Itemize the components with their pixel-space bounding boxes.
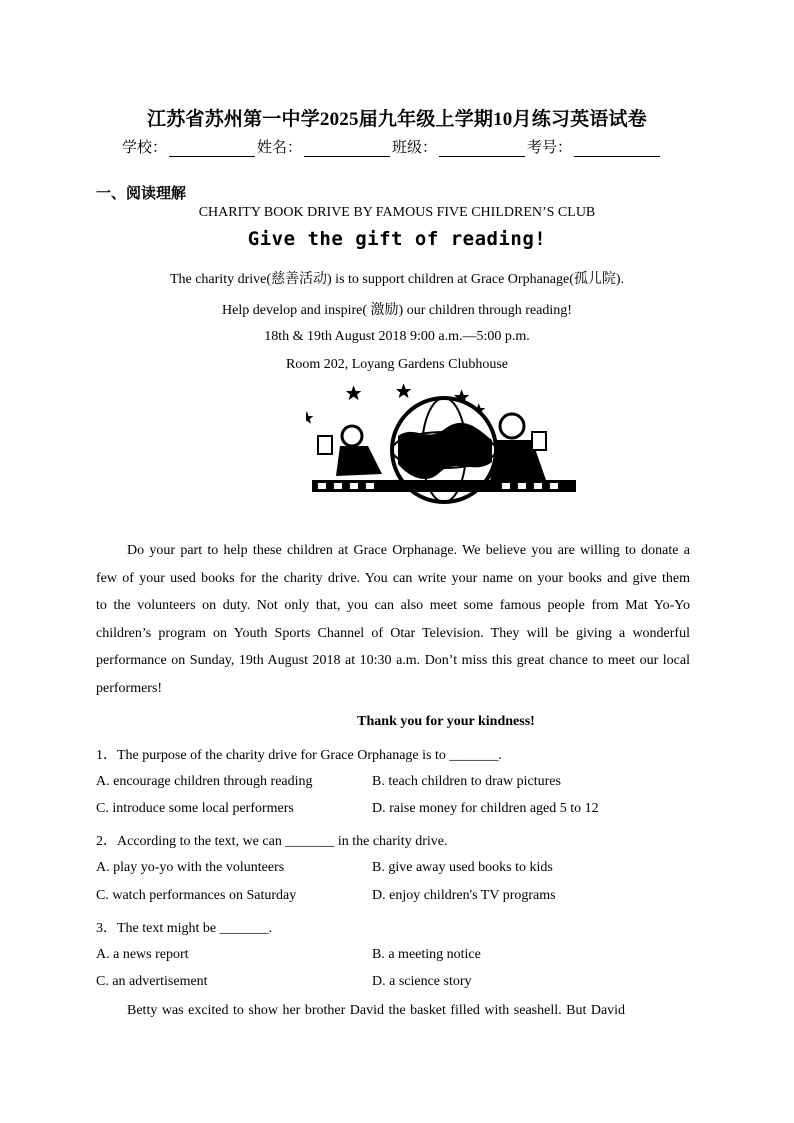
question-2-option-c[interactable]: C. watch performances on Saturday xyxy=(96,888,297,903)
poster-line-3: 18th & 19th August 2018 9:00 a.m.—5:00 p.m. xyxy=(264,329,530,344)
question-2-option-a[interactable]: A. play yo-yo with the volunteers xyxy=(96,860,285,875)
question-2-stem: 2．According to the text, we can _______ in the charity drive. xyxy=(96,834,448,849)
question-2-option-d[interactable]: D. enjoy children's TV programs xyxy=(372,888,556,903)
children-reading-globe-illustration xyxy=(306,384,582,512)
exam-number-blank[interactable] xyxy=(574,142,660,157)
passage-closing: Thank you for your kindness! xyxy=(357,714,535,729)
poster-line-2: Help develop and inspire( 激励) our children through reading! xyxy=(222,303,572,318)
question-1-option-b[interactable]: B. teach children to draw pictures xyxy=(372,774,561,789)
exam-number-label: 考号： xyxy=(527,138,573,156)
question-1-option-c[interactable]: C. introduce some local performers xyxy=(96,801,294,816)
student-info-row xyxy=(122,136,662,157)
question-1-stem: 1．The purpose of the charity drive for Grace Orphanage is to _______. xyxy=(96,748,502,763)
name-label: 姓名： xyxy=(257,138,303,156)
passage-paragraph: Do your part to help these children at Grace Orphanage. We believe you are willing to donate a few of your used books for the charity drive. You can write your name on your books and give them to the volunteers on duty. Not only that, you can also meet some famous people from Mat Yo-Yo children’s program on Youth Sports Channel of Otar Television. They will be giving a wonderful performance on Sunday, 19th August 2018 at 10:30 a.m. Don’t miss this great chance to meet our local performers! xyxy=(96,543,690,696)
poster-slogan: Give the gift of reading! xyxy=(247,228,547,250)
school-label: 学校： xyxy=(122,138,168,156)
question-1-option-a[interactable]: A. encourage children through reading xyxy=(96,774,313,789)
exam-title: 江苏省苏州第一中学2025届九年级上学期10月练习英语试卷 xyxy=(147,109,647,130)
question-3-option-a[interactable]: A. a news report xyxy=(96,947,189,962)
question-3-option-d[interactable]: D. a science story xyxy=(372,974,472,989)
question-3-option-c[interactable]: C. an advertisement xyxy=(96,974,208,989)
next-passage-paragraph: Betty was excited to show her brother David the basket filled with seashell. But David xyxy=(127,1003,626,1018)
poster-club-line: CHARITY BOOK DRIVE BY FAMOUS FIVE CHILDREN’S CLUB xyxy=(198,205,596,220)
question-1-option-d[interactable]: D. raise money for children aged 5 to 12 xyxy=(372,801,599,816)
poster-line-1: The charity drive(慈善活动) is to support children at Grace Orphanage(孤儿院). xyxy=(169,272,625,287)
name-blank[interactable] xyxy=(304,142,390,157)
section-heading: 一、阅读理解 xyxy=(96,184,187,202)
question-2-option-b[interactable]: B. give away used books to kids xyxy=(372,860,553,875)
poster-line-4: Room 202, Loyang Gardens Clubhouse xyxy=(285,357,509,372)
class-blank[interactable] xyxy=(439,142,525,157)
class-label: 班级： xyxy=(392,138,438,156)
school-blank[interactable] xyxy=(169,142,255,157)
question-3-stem: 3．The text might be _______. xyxy=(96,921,273,936)
question-3-option-b[interactable]: B. a meeting notice xyxy=(372,947,481,962)
